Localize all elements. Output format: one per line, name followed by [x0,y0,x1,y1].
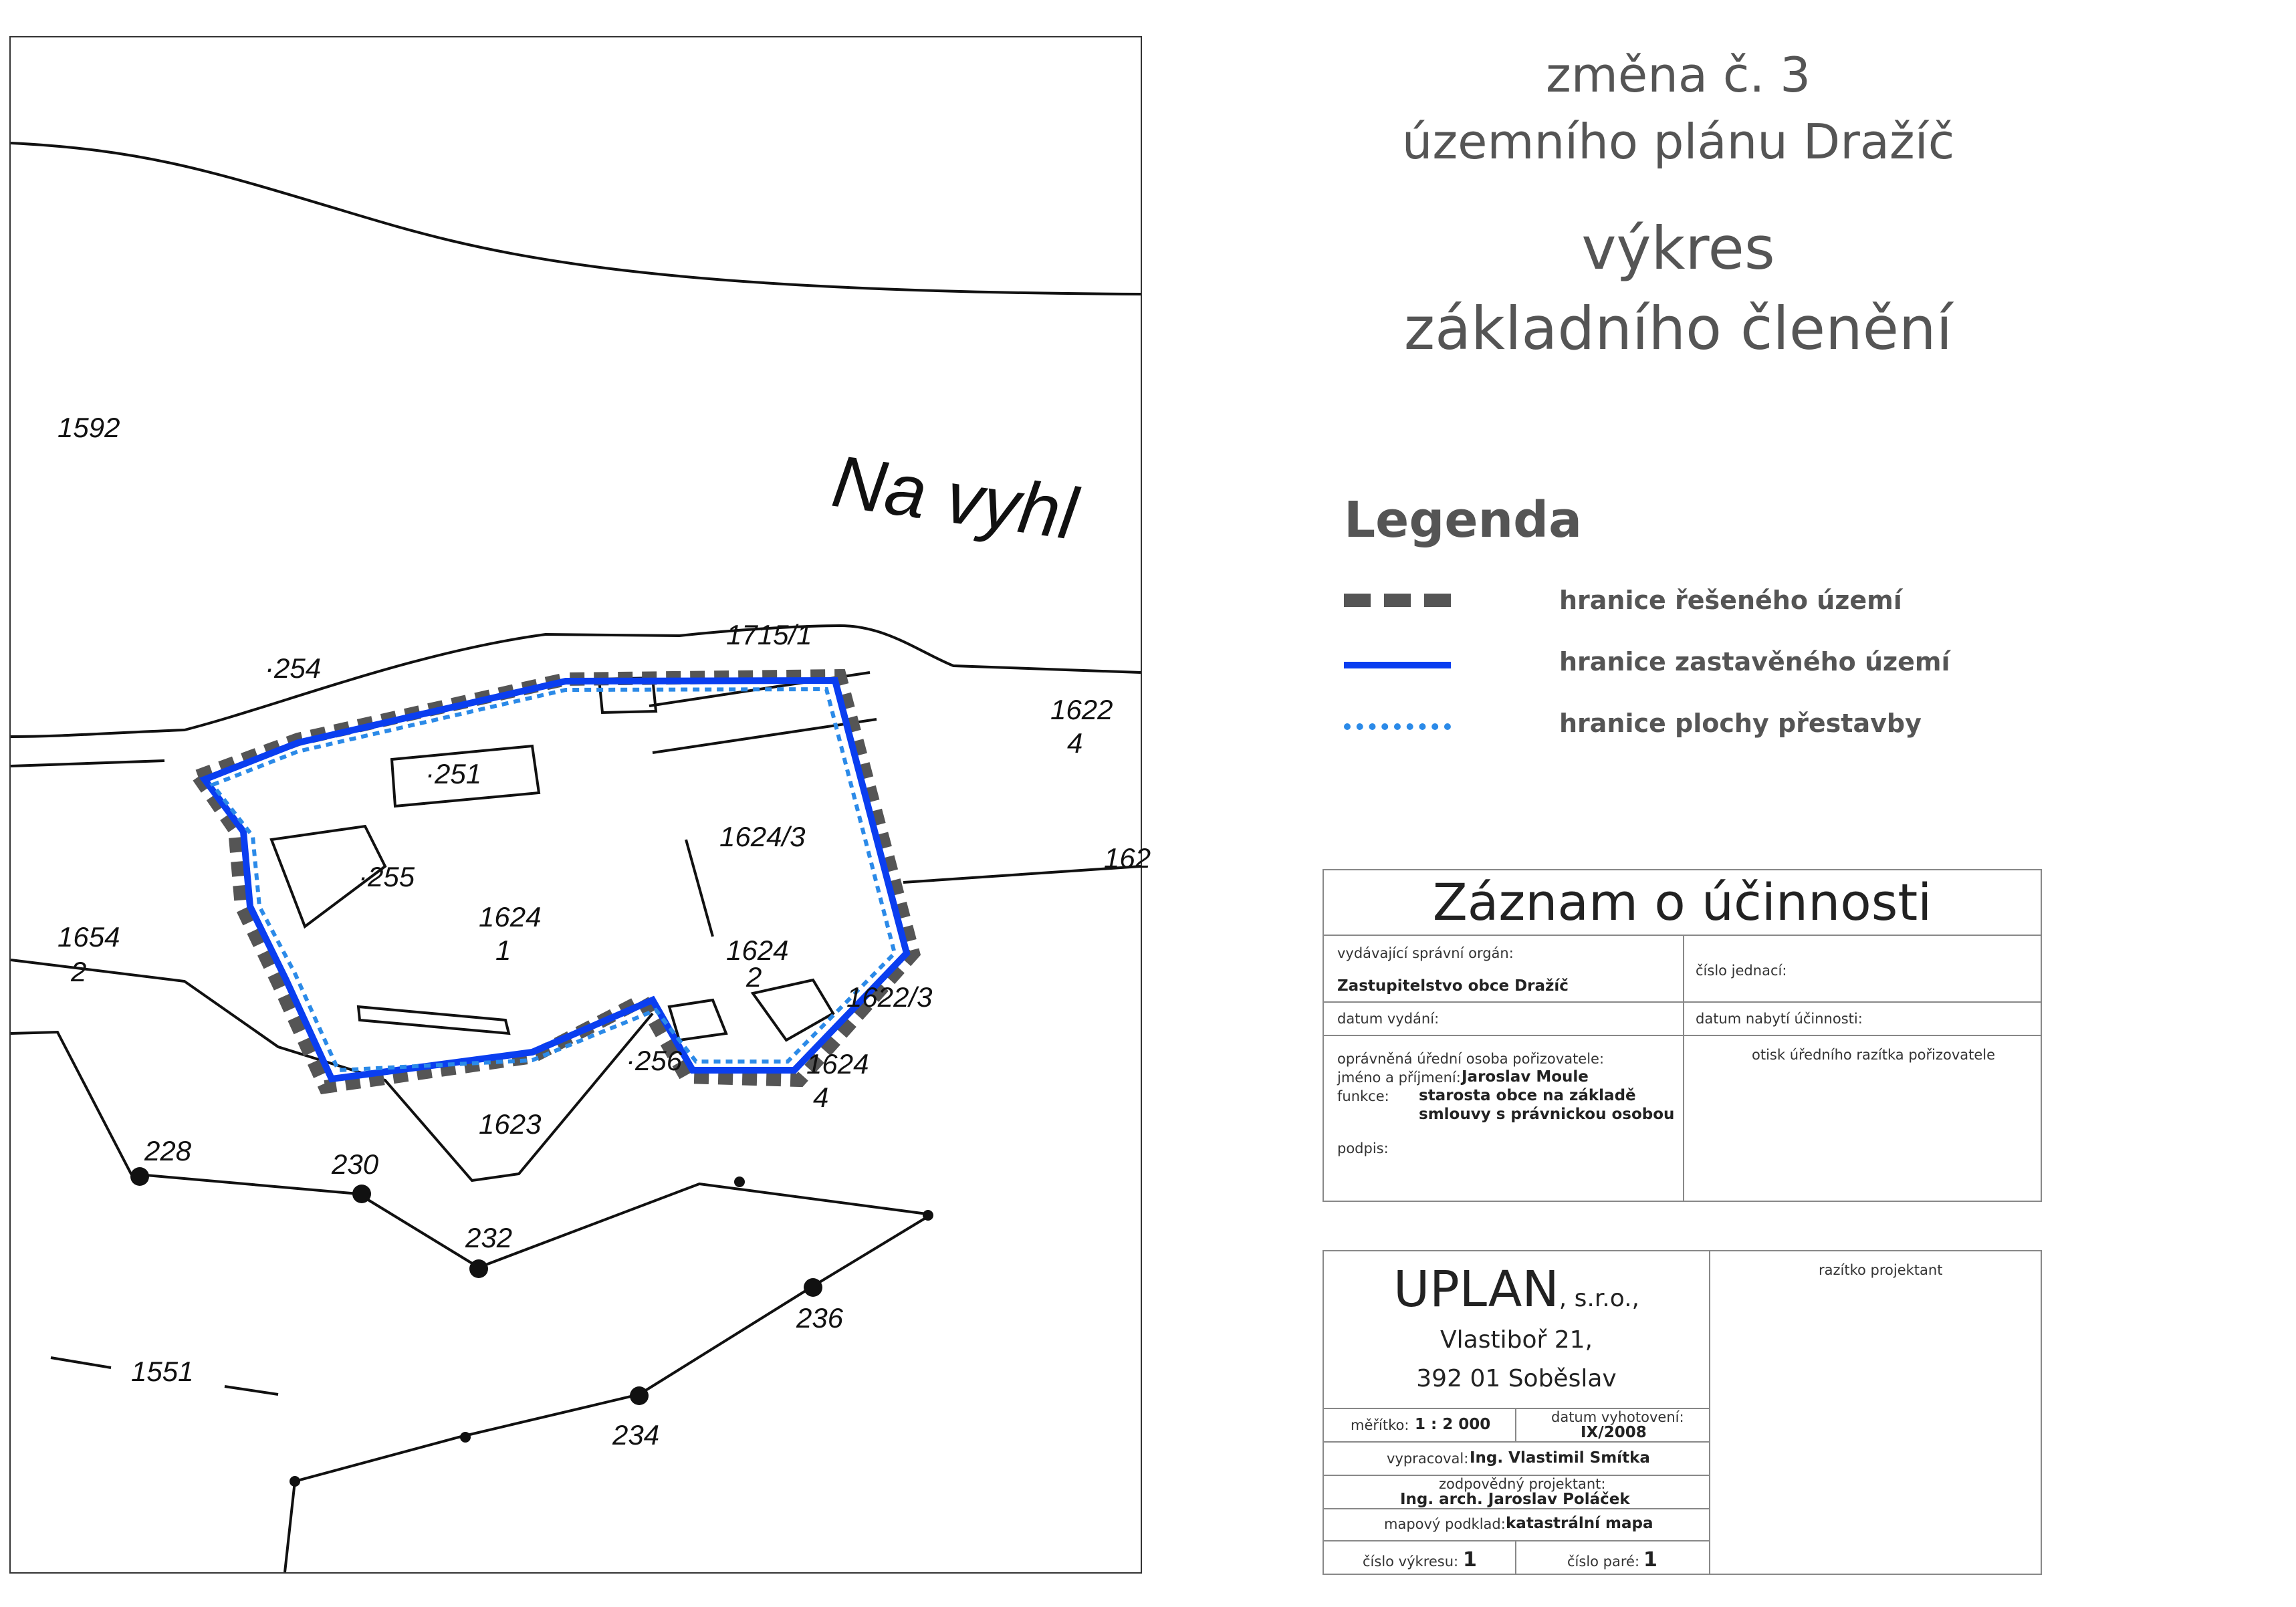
divider [1515,1408,1516,1441]
divider [1324,1001,2041,1003]
company: UPLAN [1393,1261,1559,1318]
legend-label: hranice plochy přestavby [1559,709,1922,738]
address-line-2: 392 01 Soběslav [1416,1365,1617,1392]
scale-value: 1 : 2 000 [1415,1416,1491,1433]
name-value: Jaroslav Moule [1462,1068,1589,1086]
legend-item-built-up [1344,644,2013,685]
parcel-label: ·256 [626,1045,683,1076]
map-base-value: katastrální mapa [1506,1515,1653,1532]
boundary-built-up [205,681,907,1079]
copy-number-label: číslo paré: [1567,1554,1640,1570]
issuer-value: Zastupitelstvo obce Dražíč [1337,977,1569,995]
parcel-label: 2 [71,956,87,987]
official-label: oprávněná úřední osoba pořizovatele: [1337,1051,1605,1067]
divider [1515,1540,1516,1574]
parcel-label: 2 [746,961,762,993]
parcel-label: 1624 [726,935,789,966]
company-suffix: , s.r.o., [1559,1285,1639,1312]
map-base-label: mapový podklad: [1384,1516,1506,1532]
parcel-label: 4 [1067,727,1083,759]
designer-stamp-label: razítko projektant [1819,1262,1943,1278]
dotted-line-icon [1344,723,1451,730]
copy-number-value: 1 [1643,1548,1657,1572]
parcel-label: 230 [332,1148,379,1180]
parcel-label: 1624 [806,1048,869,1080]
road-name-label: Na vyhl [827,439,1082,555]
parcel-label: 1654 [58,921,120,953]
boundary-redevelopment [213,689,895,1070]
scale-label: měřítko: [1351,1417,1409,1433]
reference-label: číslo jednací: [1696,963,1787,979]
legend-label: hranice zastavěného území [1559,647,1950,676]
parcel-label: 1624 [479,901,542,933]
solid-line-icon [1344,662,1451,668]
map-canvas [11,37,1151,1572]
parcel-label: 234 [612,1419,660,1451]
date-issued-label: datum vydání: [1337,1011,1440,1027]
legend-heading: Legenda [1344,491,1583,549]
project-block [1323,1250,2042,1575]
title-line-3: výkres [1581,214,1775,283]
parcel-label: 1622/3 [846,981,933,1013]
legend-label: hranice řešeného území [1559,586,1902,615]
date-effective-label: datum nabytí účinnosti: [1696,1011,1863,1027]
responsible-designer-label: zodpovědný projektant: [1439,1476,1606,1492]
divider [1324,1035,2041,1036]
function-label: funkce: [1337,1088,1389,1104]
prepared-by-label: vypracoval: [1387,1451,1469,1467]
divider [1324,1441,1709,1443]
parcel-label: 1592 [58,412,120,443]
parcel-label: 228 [144,1135,192,1166]
signature-label: podpis: [1337,1140,1389,1156]
function-value: starosta obce na základě [1419,1087,1636,1104]
function-value: smlouvy s právnickou osobou [1419,1106,1675,1123]
title-line-4: základního členění [1403,294,1953,363]
parcel-label: ·254 [265,652,322,684]
drawing-number-label: číslo výkresu: [1363,1554,1459,1570]
title-line-2: územního plánu Dražíč [1401,114,1955,170]
record-title: Záznam o účinnosti [1324,870,2041,936]
divider [1324,1508,1709,1509]
parcel-label: 1622 [1050,694,1113,725]
divider [1324,1540,1709,1541]
parcel-label: 236 [796,1302,844,1334]
stamp-label: otisk úředního razítka pořizovatele [1752,1047,1996,1063]
issuer-label: vydávající správní orgán: [1337,945,1514,961]
record-of-effectiveness [1323,869,2042,1202]
divider [1683,935,1684,1201]
parcel-label: 1551 [131,1356,194,1387]
parcel-label: 4 [813,1082,829,1113]
parcel-label: 232 [465,1222,513,1253]
divider [1709,1251,1710,1574]
title-line-1: změna č. 3 [1545,47,1811,103]
drawing-number-value: 1 [1463,1548,1477,1572]
responsible-designer-value: Ing. arch. Jaroslav Poláček [1400,1491,1630,1508]
legend-item-resolved [1344,583,2013,623]
parcel-label: 1 [495,935,511,966]
company-name [1324,1261,1709,1318]
address-line-1: Vlastiboř 21, [1440,1326,1593,1354]
prepared-by-value: Ing. Vlastimil Smítka [1470,1449,1650,1467]
dashed-line-icon [1344,594,1451,607]
parcel-label: ·251 [425,758,482,789]
parcel-label: 1624/3 [719,821,806,852]
name-label: jméno a příjmení: [1337,1070,1461,1086]
legend-item-redevelopment [1344,706,2013,746]
cadastral-map[interactable] [9,36,1151,1574]
date-made-value: IX/2008 [1581,1424,1647,1441]
parcel-label: ·255 [358,861,415,892]
date-made-label: datum vyhotovení: [1551,1409,1684,1425]
parcel-label: 1715/1 [726,619,812,650]
parcel-label: 1623 [479,1108,542,1140]
parcel-label: 162 [1104,842,1151,874]
